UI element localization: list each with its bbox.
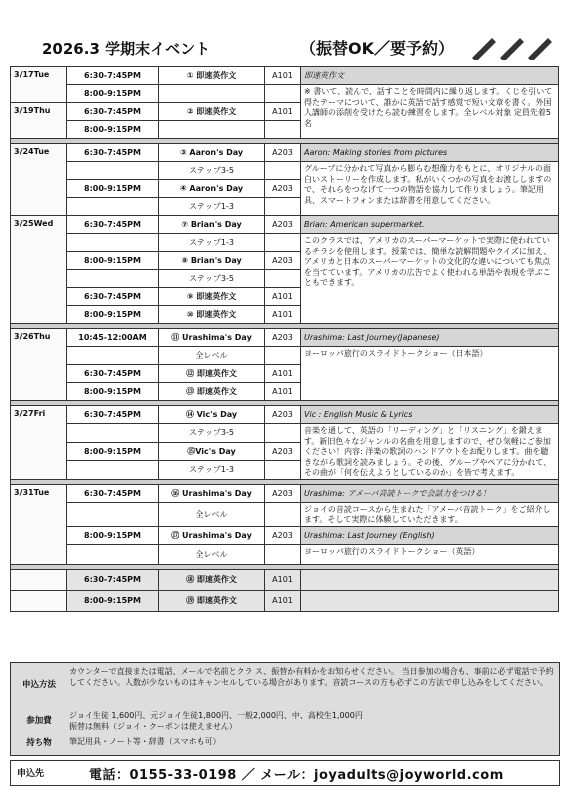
class-cell: ⑬ 即速英作文	[159, 383, 265, 401]
contact-info: 電話：0155-33-0198 ／ メール：joyadults@joyworld.com	[89, 768, 504, 783]
room-cell	[265, 502, 301, 526]
room-cell	[265, 270, 301, 288]
time-cell: 6:30-7:45PM	[67, 406, 159, 424]
time-cell: 8:00-9:15PM	[67, 252, 159, 270]
page-title: 2026.3 学期末イベント	[42, 40, 211, 58]
time-cell	[67, 270, 159, 288]
event-description: ジョイの音読コースから生まれた「アメーバ音読トーク」をご紹介します。そして実際に体験していただきます。	[301, 502, 559, 526]
event-description	[301, 590, 559, 611]
level-cell: 全レベル	[159, 544, 265, 564]
class-cell: ④ Aaron's Day	[159, 180, 265, 198]
level-cell: ステップ3-5	[159, 162, 265, 180]
fee-label: 参加費	[26, 716, 52, 726]
room-cell	[265, 198, 301, 216]
room-cell	[265, 162, 301, 180]
time-cell	[67, 234, 159, 252]
room-cell: A101	[265, 569, 301, 590]
schedule-row	[11, 590, 559, 611]
time-cell: 8:00-9:15PM	[67, 442, 159, 461]
event-title: Urashima: Last Journey (English)	[301, 526, 559, 544]
date-cell	[11, 569, 67, 590]
fee-text-2: 振替は無料（ジョイ・クーポンは使えません）	[69, 722, 237, 731]
header	[0, 34, 569, 62]
room-cell	[265, 121, 301, 139]
event-title: Urashima: アメーバ音読トークで会話力をつける！	[301, 484, 559, 502]
date-cell: 3/27Fri	[11, 406, 67, 480]
date-cell	[11, 590, 67, 611]
time-cell: 6:30-7:45PM	[67, 144, 159, 162]
class-cell: ⑩ 即速英作文	[159, 306, 265, 324]
time-cell	[67, 502, 159, 526]
class-cell: ⑰ Urashima's Day	[159, 526, 265, 544]
contact-label: 申込先	[17, 769, 45, 779]
room-cell	[265, 461, 301, 480]
schedule-table	[10, 66, 559, 612]
room-cell	[265, 347, 301, 365]
schedule-row	[11, 569, 559, 590]
level-cell: 全レベル	[159, 347, 265, 365]
schedule-row	[11, 544, 559, 564]
room-cell: A101	[265, 590, 301, 611]
class-cell: ③ Aaron's Day	[159, 144, 265, 162]
schedule-row	[11, 67, 559, 85]
level-cell: ステップ3-5	[159, 270, 265, 288]
room-cell: A203	[265, 526, 301, 544]
room-cell: A203	[265, 252, 301, 270]
time-cell: 6:30-7:45PM	[67, 484, 159, 502]
fee-text-1: ジョイ生徒 1,600円、元ジョイ生徒1,800円、一般2,000円、中、高校生1,000円	[69, 711, 363, 720]
class-cell: ⑧ Brian's Day	[159, 252, 265, 270]
contact-box	[10, 760, 560, 786]
time-cell: 6:30-7:45PM	[67, 216, 159, 234]
time-cell	[67, 424, 159, 443]
class-cell: ② 即速英作文	[159, 103, 265, 121]
event-title: Urashima: Last Journey(Japanese)	[301, 329, 559, 347]
room-cell: A203	[265, 144, 301, 162]
pencil-icon	[470, 36, 555, 60]
time-cell: 6:30-7:45PM	[67, 103, 159, 121]
bring-text: 筆記用具・ノート等・辞書（スマホも可）	[69, 737, 221, 746]
schedule-row	[11, 424, 559, 443]
room-cell: A203	[265, 406, 301, 424]
level-cell: ステップ1-3	[159, 234, 265, 252]
room-cell: A203	[265, 216, 301, 234]
time-cell	[67, 347, 159, 365]
time-cell: 8:00-9:15PM	[67, 383, 159, 401]
event-title: Brian: American supermarket.	[301, 216, 559, 234]
time-cell: 6:30-7:45PM	[67, 569, 159, 590]
date-cell: 3/25Wed	[11, 216, 67, 324]
room-cell: A203	[265, 484, 301, 502]
room-cell	[265, 85, 301, 103]
date-cell: 3/24Tue	[11, 144, 67, 216]
event-description	[301, 569, 559, 590]
class-cell: ⑫ 即速英作文	[159, 365, 265, 383]
schedule-row	[11, 216, 559, 234]
room-cell: A101	[265, 383, 301, 401]
room-cell: A203	[265, 180, 301, 198]
time-cell: 8:00-9:15PM	[67, 306, 159, 324]
event-title: Vic : English Music & Lyrics	[301, 406, 559, 424]
room-cell: A203	[265, 329, 301, 347]
schedule-row	[11, 144, 559, 162]
apply-text: カウンターで直接または電話、メールで名前とクラ ス、振替か有料かをお知らせください。 当日参加の場合も、事前に必ず電話で予約してください。人数が少ないものはキャンセルしている場合があります。音読コースの方も必ずこの方法で申し込みをしてください。	[69, 667, 554, 687]
schedule-row	[11, 502, 559, 526]
date-cell: 3/31Tue	[11, 484, 67, 564]
time-cell	[67, 198, 159, 216]
schedule-row	[11, 329, 559, 347]
level-cell: ステップ1-3	[159, 198, 265, 216]
class-cell: ⑪ Urashima's Day	[159, 329, 265, 347]
level-cell: ステップ3-5	[159, 424, 265, 443]
class-cell	[159, 85, 265, 103]
event-description: ヨーロッパ旅行のスライドトークショー（日本語）	[301, 347, 559, 401]
class-cell: ⑨ 即速英作文	[159, 288, 265, 306]
level-cell: 全レベル	[159, 502, 265, 526]
time-cell: 8:00-9:15PM	[67, 526, 159, 544]
room-cell: A101	[265, 67, 301, 85]
event-description: ※ 書いて、読んで、話すことを時間内に繰り返します。くじを引いて得たテーマについて、誰かに英語で話す感覚で短い文章を書く。外国人講師の添削を受けたら読む練習をします。全レベル対象 定員先着5名	[301, 85, 559, 139]
room-cell: A101	[265, 365, 301, 383]
room-cell	[265, 234, 301, 252]
class-cell	[159, 121, 265, 139]
class-cell: ⑱ 即速英作文	[159, 569, 265, 590]
event-description: グループに分かれて写真から膨らむ想像力をもとに、オリジナルの面白いストーリーを作成します。私がいくつかの写真をお渡ししますので、それらをつなげて一つの物語を協力して作りましょう。筆記用具、スマートフォンまたは辞書を用意してください。	[301, 162, 559, 216]
class-cell: ⑯ Urashima's Day	[159, 484, 265, 502]
event-title: 即速英作文	[301, 67, 559, 85]
event-title: Aaron: Making stories from pictures	[301, 144, 559, 162]
time-cell: 8:00-9:15PM	[67, 85, 159, 103]
schedule-row	[11, 85, 559, 103]
class-cell: ⑭ Vic's Day	[159, 406, 265, 424]
room-cell: A101	[265, 103, 301, 121]
event-description: 音楽を通して、英語の「リーディング」と「リスニング」を鍛えます。新旧色々なジャンルの名曲を用意しますので、ぜひ気軽にご参加ください！内容: 洋楽の歌詞のハンドアウトをお配りします。曲を聴きながら歌詞を読みましょう。その後、グループやペアに分かれて、その曲が「何を伝えようとしているのか」を皆で考えます。	[301, 424, 559, 480]
time-cell: 8:00-9:15PM	[67, 180, 159, 198]
time-cell: 10:45-12:00AM	[67, 329, 159, 347]
level-cell: ステップ1-3	[159, 461, 265, 480]
room-cell: A101	[265, 306, 301, 324]
class-cell: ⑮Vic's Day	[159, 442, 265, 461]
schedule-row	[11, 162, 559, 180]
event-description: このクラスでは、アメリカのスーパーマーケットで実際に使われているチラシを使用します。授業では、簡単な読解問題やクイズに加え、アメリカと日本のスーパーマーケットの文化的な違いについても焦点を当てています。アメリカの広告でよく使われる単語や表現を学ぶこともできます。	[301, 234, 559, 324]
schedule-row	[11, 526, 559, 544]
info-box	[10, 662, 560, 756]
time-cell: 6:30-7:45PM	[67, 365, 159, 383]
room-cell	[265, 544, 301, 564]
class-cell: ① 即速英作文	[159, 67, 265, 85]
time-cell: 6:30-7:45PM	[67, 288, 159, 306]
date-cell: 3/19Thu	[11, 103, 67, 139]
room-cell	[265, 424, 301, 443]
room-cell: A101	[265, 288, 301, 306]
time-cell	[67, 461, 159, 480]
event-description: ヨーロッパ旅行のスライドトークショー（英語）	[301, 544, 559, 564]
room-cell: A203	[265, 442, 301, 461]
time-cell	[67, 162, 159, 180]
schedule-row	[11, 484, 559, 502]
time-cell: 8:00-9:15PM	[67, 590, 159, 611]
date-cell: 3/17Tue	[11, 67, 67, 103]
schedule-row	[11, 406, 559, 424]
class-cell: ⑦ Brian's Day	[159, 216, 265, 234]
reservation-note: （振替OK／要予約）	[300, 39, 455, 58]
date-cell: 3/26Thu	[11, 329, 67, 401]
bring-label: 持ち物	[26, 738, 52, 748]
apply-label: 申込方法	[21, 680, 56, 690]
class-cell: ⑲ 即速英作文	[159, 590, 265, 611]
schedule-row	[11, 347, 559, 365]
time-cell: 8:00-9:15PM	[67, 121, 159, 139]
time-cell	[67, 544, 159, 564]
time-cell: 6:30-7:45PM	[67, 67, 159, 85]
schedule-row	[11, 234, 559, 252]
